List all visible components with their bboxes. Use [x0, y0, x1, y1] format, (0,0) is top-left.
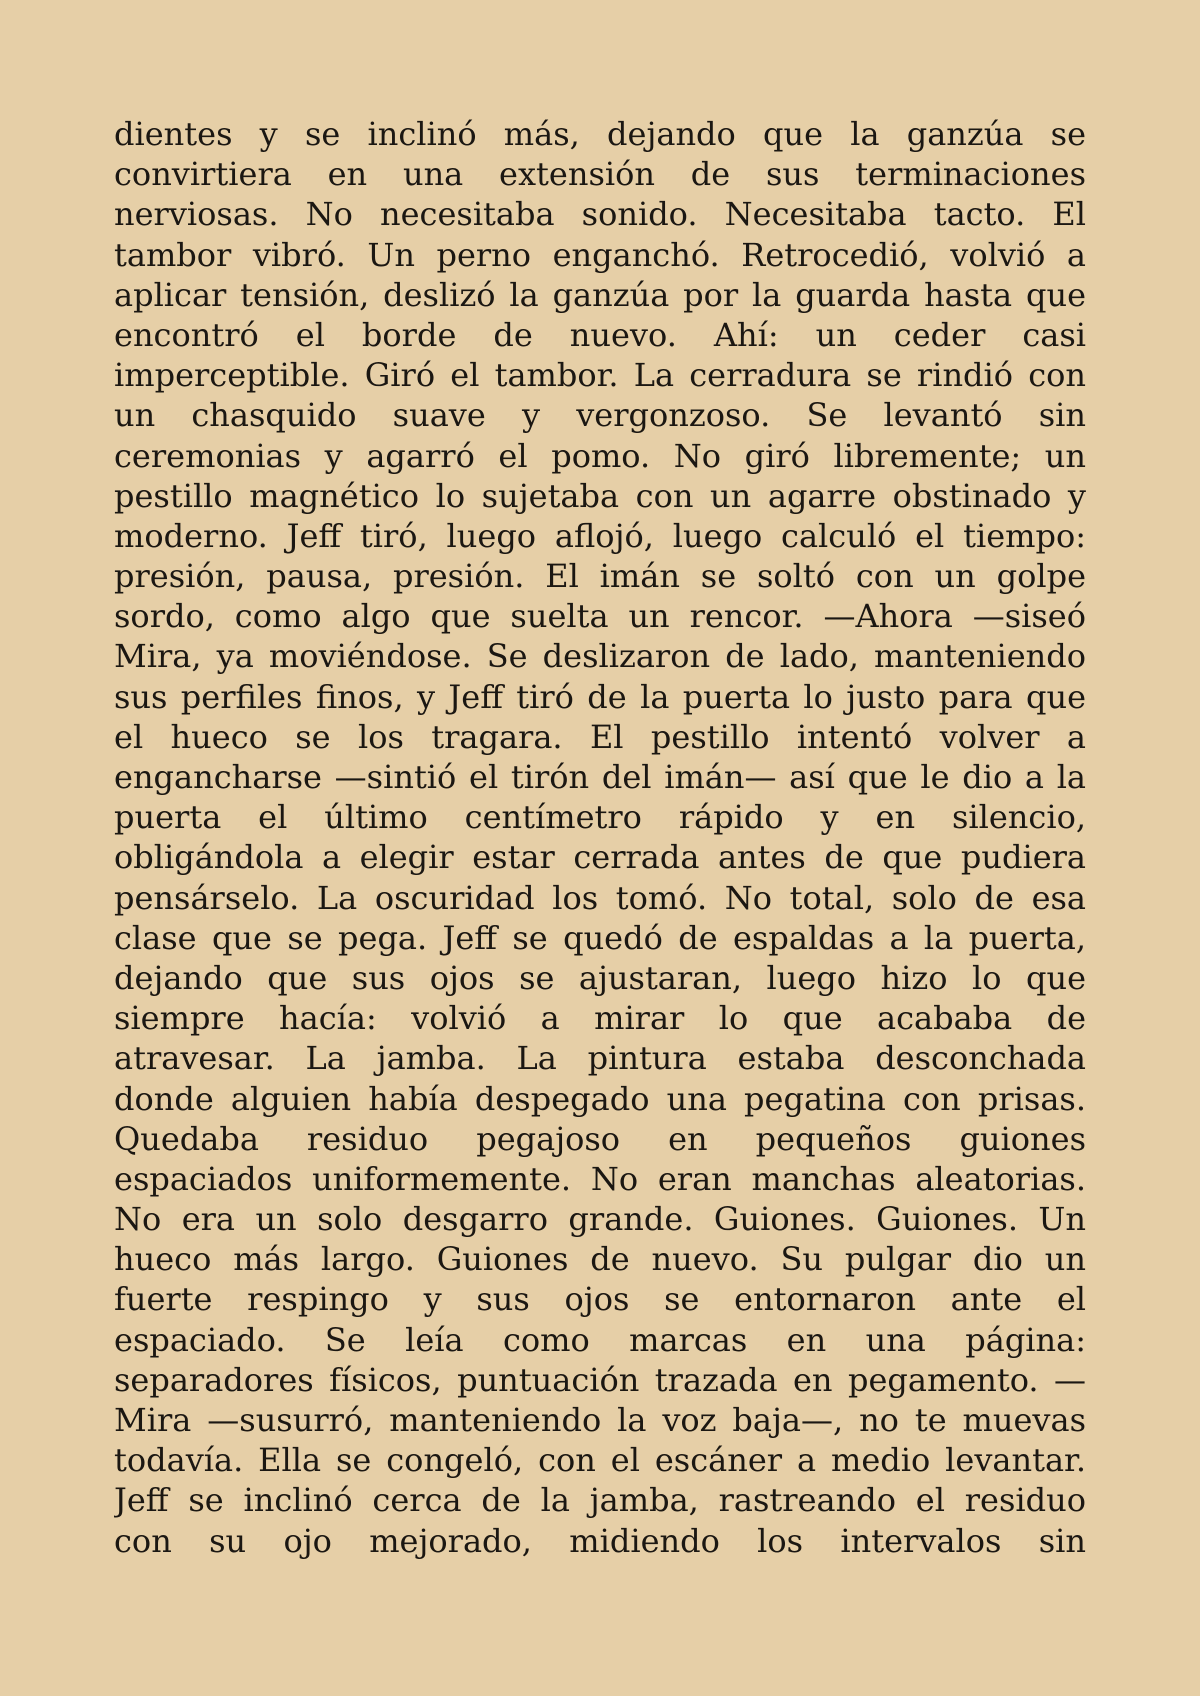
text-line: puerta el último centímetro rápido y en silencio, — [114, 798, 1086, 837]
text-line: convirtiera en una extensión de sus terminaciones — [114, 155, 1086, 194]
text-line: engancharse —sintió el tirón del imán— así que le dio a la — [114, 758, 1086, 796]
text-page — [114, 114, 1086, 1561]
text-line: tambor vibró. Un perno enganchó. Retrocedió, volvió a — [114, 235, 1086, 274]
text-line: Mira —susurró, manteniendo la voz baja—, no te muevas — [114, 1401, 1086, 1439]
text-line: imperceptible. Giró el tambor. La cerradura se rindió con — [114, 356, 1086, 395]
text-line: Mira, ya moviéndose. Se deslizaron de lado, manteniendo — [114, 637, 1086, 676]
text-line: un chasquido suave y vergonzoso. Se levantó sin — [114, 396, 1086, 435]
text-line: sordo, como algo que suelta un rencor. —Ahora —siseó — [114, 597, 1086, 636]
text-line: espaciados uniformemente. No eran manchas aleatorias. — [114, 1159, 1086, 1198]
text-line: separadores físicos, puntuación trazada en pegamento. — — [114, 1360, 1086, 1399]
text-line: hueco más largo. Guiones de nuevo. Su pulgar dio un — [114, 1240, 1086, 1279]
text-line: donde alguien había despegado una pegatina con prisas. — [114, 1079, 1086, 1118]
text-line: con su ojo mejorado, midiendo los intervalos sin — [114, 1521, 1086, 1560]
text-line: dientes y se inclinó más, dejando que la ganzúa se — [114, 115, 1086, 153]
text-line: clase que se pega. Jeff se quedó de espaldas a la puerta, — [114, 918, 1086, 957]
text-line: el hueco se los tragara. El pestillo intentó volver a — [114, 717, 1086, 756]
text-line: encontró el borde de nuevo. Ahí: un ceder casi — [114, 315, 1086, 354]
text-line: Quedaba residuo pegajoso en pequeños guiones — [114, 1119, 1086, 1158]
text-line: nerviosas. No necesitaba sonido. Necesitaba tacto. El — [114, 195, 1086, 234]
text-line: aplicar tensión, deslizó la ganzúa por la guarda hasta que — [114, 275, 1086, 314]
text-line: No era un solo desgarro grande. Guiones. Guiones. Un — [114, 1200, 1086, 1239]
text-line: dejando que sus ojos se ajustaran, luego hizo lo que — [114, 958, 1086, 997]
text-line: Jeff se inclinó cerca de la jamba, rastreando el residuo — [114, 1481, 1086, 1520]
text-line: espaciado. Se leía como marcas en una página: — [114, 1320, 1086, 1359]
text-line: sus perfiles finos, y Jeff tiró de la puerta lo justo para que — [114, 677, 1086, 716]
text-line: ceremonias y agarró el pomo. No giró libremente; un — [114, 436, 1086, 475]
text-line: atravesar. La jamba. La pintura estaba desconchada — [114, 1039, 1086, 1078]
text-line: pestillo magnético lo sujetaba con un agarre obstinado y — [114, 476, 1086, 515]
text-line: obligándola a elegir estar cerrada antes de que pudiera — [114, 838, 1086, 877]
text-line: moderno. Jeff tiró, luego aflojó, luego calculó el tiempo: — [114, 516, 1086, 555]
text-line: todavía. Ella se congeló, con el escáner a medio levantar. — [114, 1441, 1086, 1480]
text-line: siempre hacía: volvió a mirar lo que acababa de — [114, 999, 1086, 1038]
text-line: fuerte respingo y sus ojos se entornaron ante el — [114, 1280, 1086, 1319]
text-line: presión, pausa, presión. El imán se soltó con un golpe — [114, 557, 1086, 596]
text-line: pensárselo. La oscuridad los tomó. No total, solo de esa — [114, 878, 1086, 917]
